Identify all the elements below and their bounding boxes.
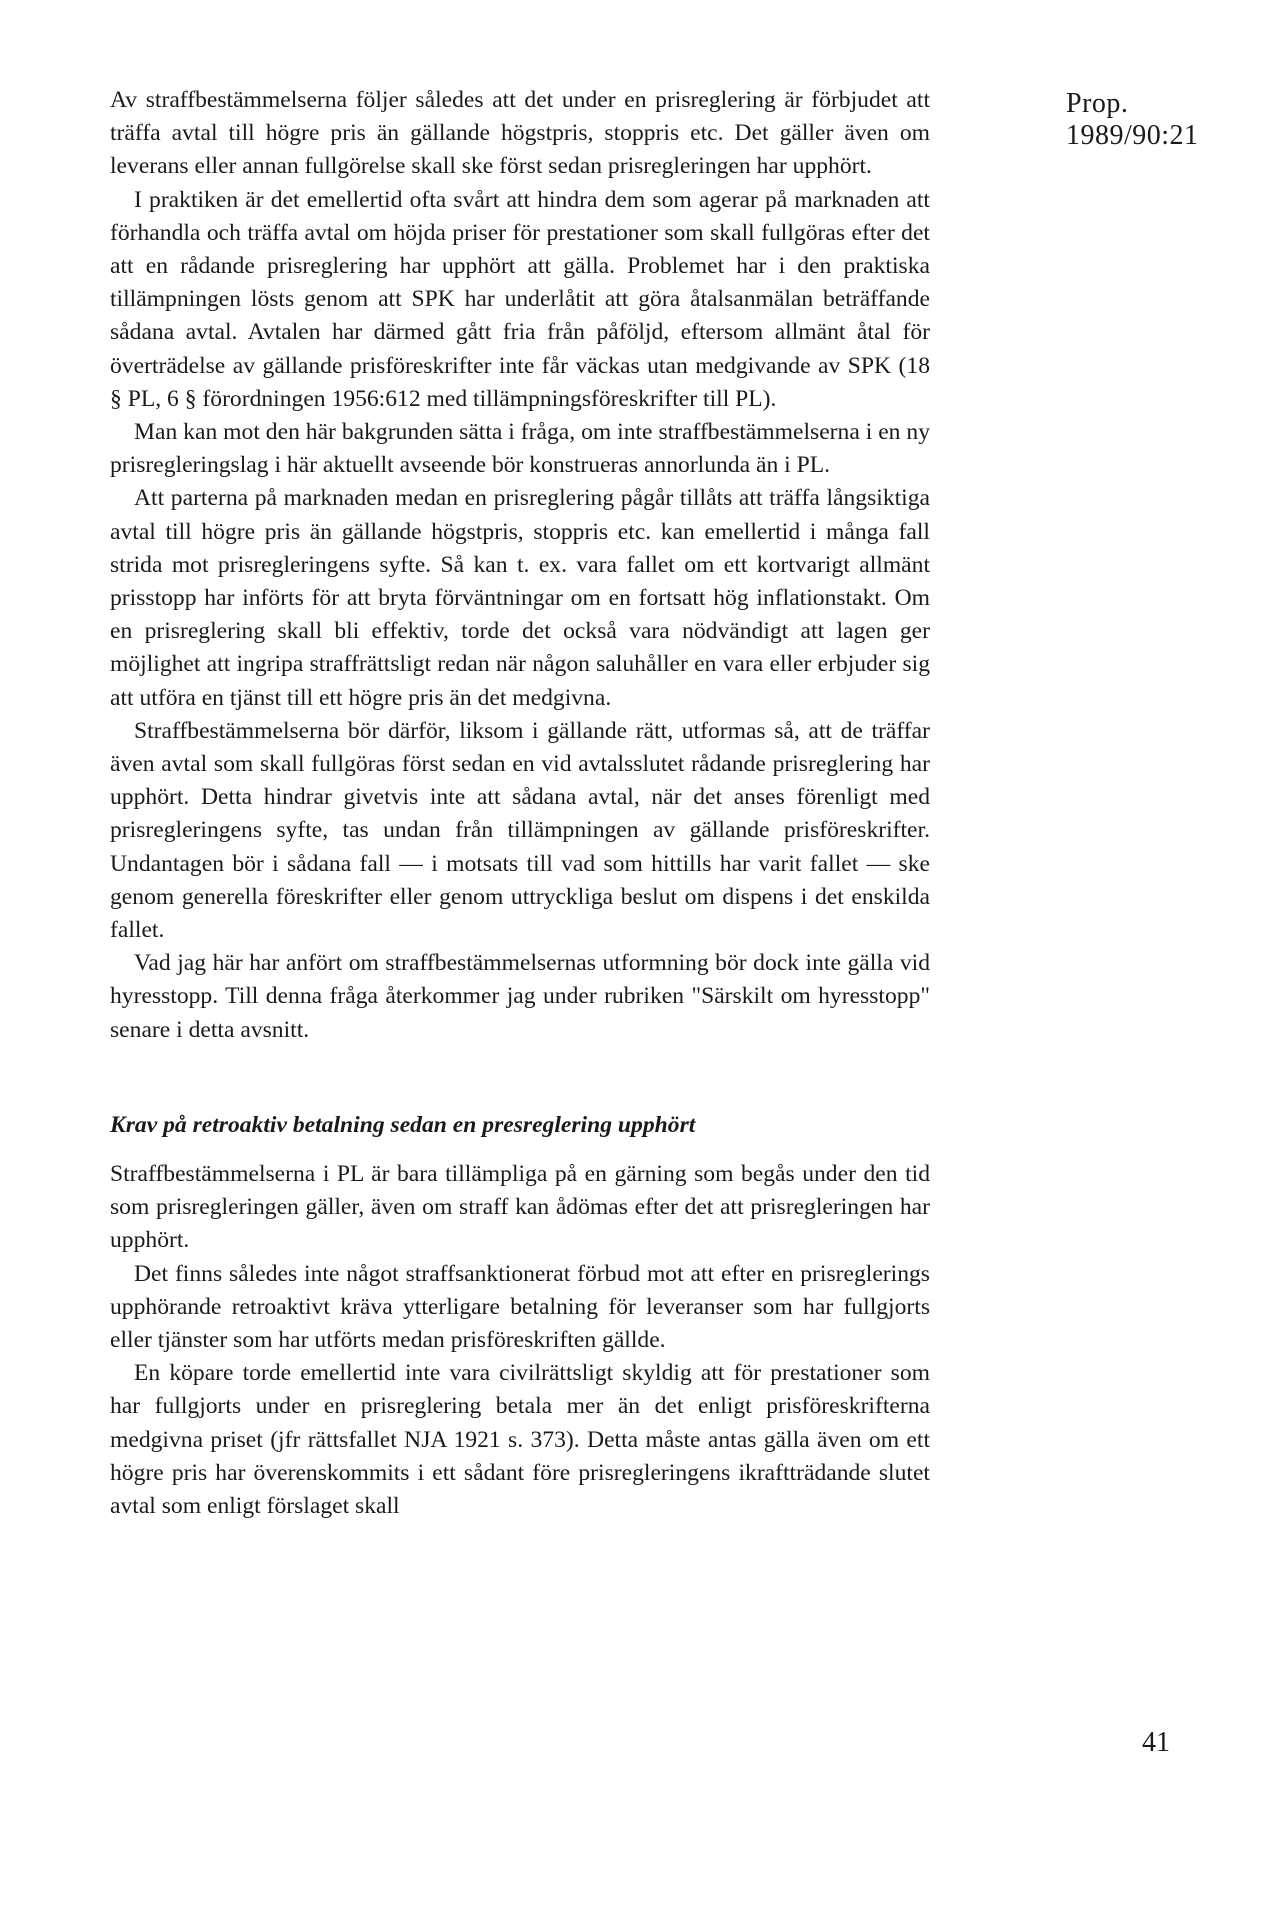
paragraph: Straffbestämmelserna i PL är bara tillämpliga på en gärning som begås under den tid som prisregleringen gäller, även om straff kan ådömas efter det att prisregleringen har upphört. <box>110 1160 930 1254</box>
page-number: 41 <box>1142 1727 1170 1758</box>
paragraph: En köpare torde emellertid inte vara civilrättsligt skyldig att för prestationer som har fullgjorts under en prisreglering betala mer än det enligt prisföreskrifterna medgivna priset (jfr rättsfallet NJA 1921 s. 373). Detta måste antas gälla även om ett högre pris har överenskommits i ett sådant före prisregleringens ikraftträdande slutet avtal som enligt förslaget skall <box>110 1360 930 1519</box>
section-spacer <box>110 1047 930 1109</box>
paragraph: Straffbestämmelserna bör därför, liksom i gällande rätt, utformas så, att de träffar även avtal som skall fullgöras först sedan en vid avtalsslutet rådande prisreglering har upphört. Detta hindrar givetvis inte att sådana avtal, när det anses förenligt med prisregleringens syfte, tas undan från tillämpningen av gällande prisföreskrifter. Undantagen bör i sådana fall — i motsats till vad som hittills har varit fallet — ske genom generella föreskrifter eller genom uttryckliga beslut om dispens i det enskilda fallet. <box>110 717 930 944</box>
paragraph: Av straffbestämmelserna följer således att det under en prisreglering är förbjudet att träffa avtal till högre pris än gällande högstpris, stoppris etc. Det gäller även om leverans eller annan fullgörelse skall ske först sedan prisregleringen har upphört. <box>110 87 930 180</box>
paragraph: Att parterna på marknaden medan en prisreglering pågår tillåts att träffa långsiktiga avtal till högre pris än gällande högstpris, stoppris etc. kan emellertid i många fall strida mot prisregleringens syfte. Så kan t. ex. vara fallet om ett kortvarigt allmänt prisstopp har införts för att bryta förväntningar om en fortsatt hög inflationstakt. Om en prisreglering skall bli effektiv, torde det också vara nödvändigt att lagen ger möjlighet att ingripa straffrättsligt redan när någon saluhåller en vara eller erbjuder sig att utföra en tjänst till ett högre pris än det medgivna. <box>110 485 930 711</box>
paragraph: I praktiken är det emellertid ofta svårt att hindra dem som agerar på marknaden att förhandla och träffa avtal om höjda priser för prestationer som skall fullgöras efter det att en rådande prisreglering har upphört att gälla. Problemet har i den praktiska tillämpningen lösts genom att SPK har underlåtit att göra åtalsanmälan beträffande sådana avtal. Avtalen har därmed gått fria från påföljd, eftersom allmänt åtal för överträdelse av gällande prisföreskrifter inte får väckas utan medgivande av SPK (18 § PL, 6 § förordningen 1956:612 med tillämpningsföreskrifter till PL). <box>110 186 930 412</box>
publication-reference: Prop. 1989/90:21 <box>1066 88 1199 151</box>
body-column <box>110 84 930 1523</box>
paragraph: Man kan mot den här bakgrunden sätta i fråga, om inte straffbestämmelserna i en ny prisregleringslag i här aktuellt avseende bör konstrueras annorlunda än i PL. <box>110 419 930 479</box>
paragraph: Det finns således inte något straffsanktionerat förbud mot att efter en prisreglerings upphörande retroaktivt kräva ytterligare betalning för leveranser som har fullgjorts eller tjänster som har utförts medan prisföreskriften gällde. <box>110 1260 930 1353</box>
section-heading: Krav på retroaktiv betalning sedan en presreglering upphört <box>110 1111 696 1138</box>
paragraph: Vad jag här har anfört om straffbestämmelsernas utformning bör dock inte gälla vid hyresstopp. Till denna fråga återkommer jag under rubriken "Särskilt om hyresstopp" senare i detta avsnitt. <box>110 950 930 1043</box>
